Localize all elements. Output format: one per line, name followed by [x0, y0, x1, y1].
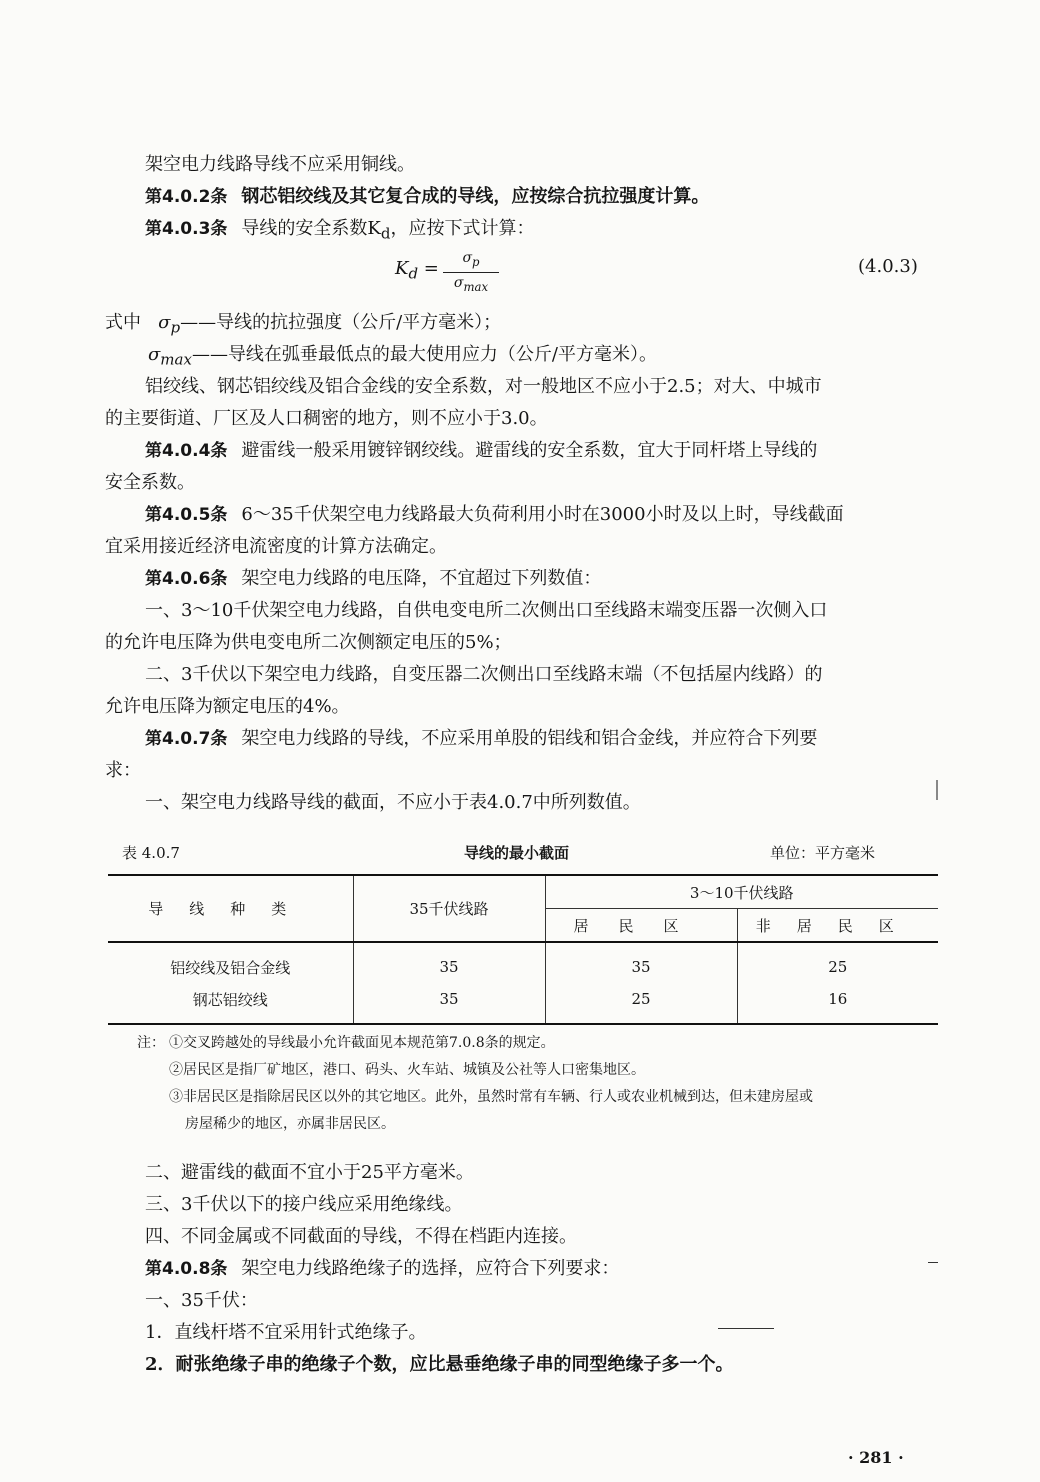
note-2: ②居民区是指厂矿地区，港口、码头、火车站、城镇及公社等人口密集地区。 [169, 1062, 645, 1078]
text-line: 三、3千伏以下的接户线应采用绝缘线。 [145, 1194, 463, 1215]
clause-number: 第4.0.2条 [145, 187, 228, 207]
cell-non-residential: 25 [737, 942, 938, 983]
where-line-2: $\sigma_{max}——$导线在弧垂最低点的最大使用应力（公斤/平方毫米）。 [148, 344, 657, 369]
cell-35kv: 35 [353, 983, 545, 1024]
text-line: 安全系数。 [105, 472, 195, 493]
text-line: 1．直线杆塔不宜采用针式绝缘子。 [145, 1322, 427, 1343]
text-line: 一、架空电力线路导线的截面，不应小于表4.0.7中所列数值。 [145, 792, 641, 813]
text-line: 架空电力线路导线不应采用铜线。 [145, 154, 415, 175]
note-3-cont: 房屋稀少的地区，亦属非居民区。 [185, 1116, 395, 1132]
clause-4-0-7: 第4.0.7条 架空电力线路的导线，不应采用单股的铝线和铝合金线，并应符合下列要 [145, 728, 818, 749]
text-line: 的允许电压降为供电变电所二次侧额定电压的5%； [105, 632, 512, 653]
clause-number: 第4.0.4条 [145, 441, 228, 461]
table-row [108, 983, 938, 1024]
text-line: 2．耐张绝缘子串的绝缘子个数，应比悬垂绝缘子串的同型绝缘子多一个。 [145, 1354, 734, 1375]
header-residential: 居民区 [545, 909, 737, 943]
cell-type: 铝绞线及铝合金线 [170, 958, 291, 977]
formula-fraction: $\sigma_p$ $\sigma_{max}$ [443, 250, 499, 295]
notes-lead: 注： [137, 1035, 165, 1051]
clause-number: 第4.0.3条 [145, 219, 228, 239]
text-line: 的主要街道、厂区及人口稠密的地方，则不应小于3.0。 [105, 408, 548, 429]
text-line: 求： [105, 760, 141, 781]
clause-4-0-4: 第4.0.4条 避雷线一般采用镀锌钢绞线。避雷线的安全系数，宜大于同杆塔上导线的 [145, 440, 818, 461]
text-line: 一、35千伏： [145, 1290, 258, 1311]
header-conductor-type: 导线种类 [108, 875, 353, 942]
clause-number: 第4.0.7条 [145, 729, 228, 749]
equation-number: (4.0.3) [858, 256, 918, 277]
where-line-1: 式中 $\sigma_p——$导线的抗拉强度（公斤/平方毫米）； [105, 312, 502, 337]
clause-4-0-5: 第4.0.5条 6～35千伏架空电力线路最大负荷利用小时在3000小时及以上时，导线截面 [145, 504, 844, 525]
scan-mark [928, 1262, 938, 1263]
cell-non-residential: 16 [737, 983, 938, 1024]
text-line: 宜采用接近经济电流密度的计算方法确定。 [105, 536, 447, 557]
note-1: ①交叉跨越处的导线最小允许截面见本规范第7.0.8条的规定。 [169, 1035, 555, 1051]
cell-residential: 35 [545, 942, 737, 983]
cell-type: 钢芯铝绞线 [108, 983, 353, 1024]
page-number: · 281 · [848, 1448, 904, 1467]
clause-4-0-3: 第4.0.3条 导线的安全系数$K_d$，应按下式计算： [145, 218, 535, 243]
text-line: 一、3～10千伏架空电力线路，自供电变电所二次侧出口至线路末端变压器一次侧入口 [145, 600, 828, 621]
header-35kv: 35千伏线路 [353, 875, 545, 942]
scan-mark [936, 780, 938, 800]
text-line: 允许电压降为额定电压的4%。 [105, 696, 350, 717]
table-unit: 单位：平方毫米 [770, 844, 876, 862]
text-line: 四、不同金属或不同截面的导线，不得在档距内连接。 [145, 1226, 577, 1247]
text-line: 二、避雷线的截面不宜小于25平方毫米。 [145, 1162, 474, 1183]
cell-residential: 25 [545, 983, 737, 1024]
clause-4-0-8: 第4.0.8条 架空电力线路绝缘子的选择，应符合下列要求： [145, 1258, 620, 1279]
table-label: 表 4.0.7 [122, 844, 180, 862]
table-title: 导线的最小截面 [464, 844, 570, 862]
clause-number: 第4.0.5条 [145, 505, 228, 525]
safety-factor-formula: $K_d$ = $\sigma_p$ $\sigma_{max}$ [395, 250, 535, 294]
min-cross-section-table [108, 874, 938, 1025]
note-3: ③非居民区是指除居民区以外的其它地区。此外，虽然时常有车辆、行人或农业机械到达，但未建房屋或 [169, 1089, 813, 1105]
clause-4-0-2: 第4.0.2条 钢芯铝绞线及其它复合成的导线，应按综合抗拉强度计算。 [145, 186, 710, 207]
text-line: 二、3千伏以下架空电力线路，自变压器二次侧出口至线路末端（不包括屋内线路）的 [145, 664, 823, 685]
table-row [108, 942, 938, 983]
header-non-residential: 非居民区 [737, 909, 938, 943]
scan-mark [718, 1328, 774, 1329]
clause-number: 第4.0.8条 [145, 1259, 228, 1279]
clause-4-0-6: 第4.0.6条 架空电力线路的电压降，不宜超过下列数值： [145, 568, 602, 589]
text-line: 铝绞线、钢芯铝绞线及铝合金线的安全系数，对一般地区不应小于2.5；对大、中城市 [145, 376, 822, 397]
table-header-row [108, 875, 938, 909]
cell-35kv: 35 [353, 942, 545, 983]
clause-number: 第4.0.6条 [145, 569, 228, 589]
header-3-10kv: 3～10千伏线路 [545, 875, 938, 909]
